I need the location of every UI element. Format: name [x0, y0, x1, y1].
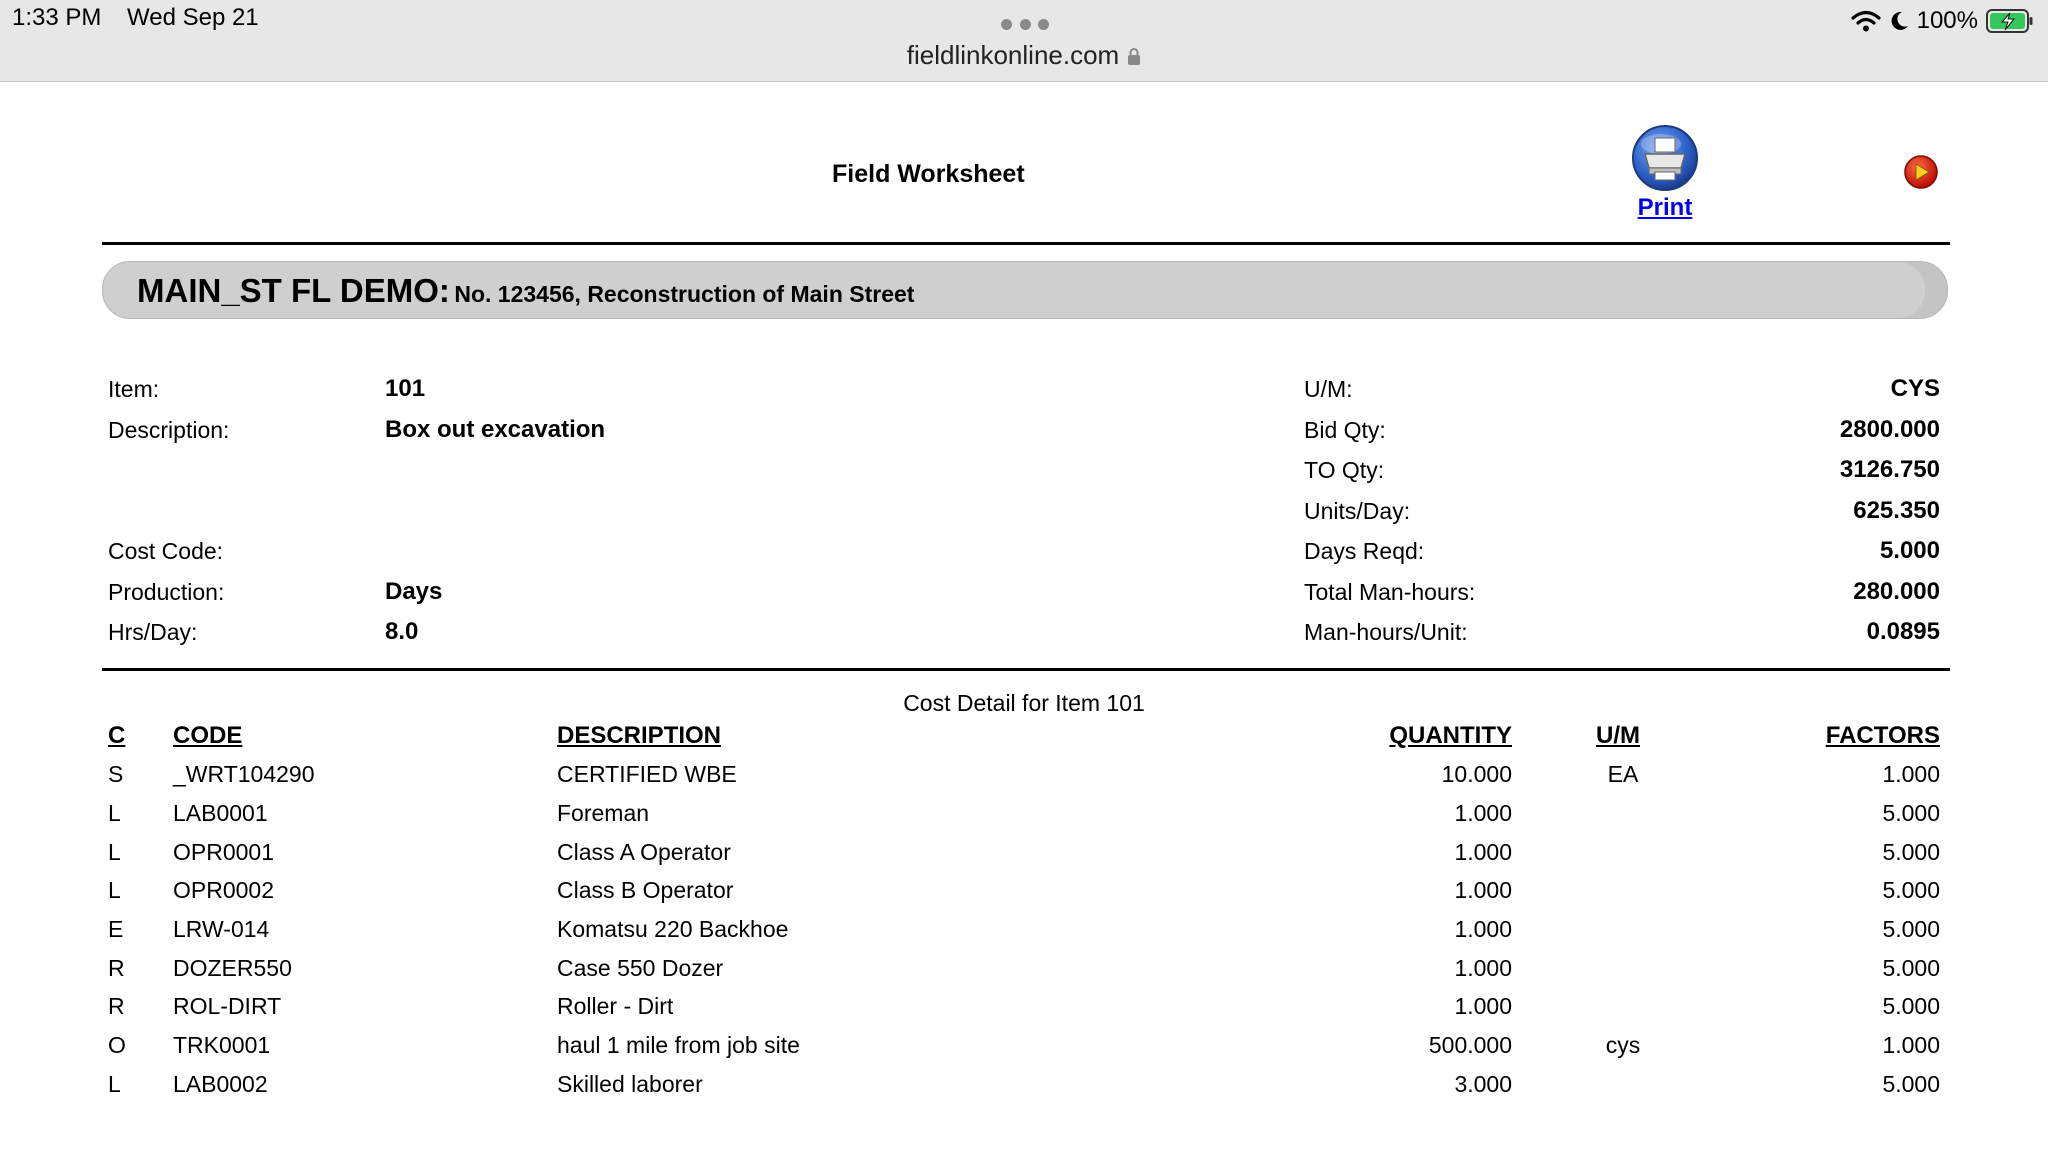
description-value: Box out excavation — [385, 416, 606, 443]
row-description: haul 1 mile from job site — [557, 1032, 800, 1058]
row-description: Skilled laborer — [557, 1071, 703, 1097]
cost-code-label: Cost Code: — [108, 538, 224, 564]
row-um: EA — [1607, 761, 1639, 787]
project-banner — [102, 261, 1948, 319]
item-label: Item: — [108, 376, 160, 402]
to-qty-value: 3126.750 — [1839, 456, 1940, 483]
more-dots-icon[interactable] — [1001, 19, 1049, 31]
row-factors: 1.000 — [1882, 761, 1940, 787]
row-class: L — [108, 1071, 121, 1097]
row-code: TRK0001 — [173, 1032, 271, 1058]
row-um: cys — [1605, 1032, 1641, 1058]
battery-percent: 100% — [1916, 7, 1978, 34]
bid-qty-value: 2800.000 — [1839, 416, 1940, 443]
row-factors: 5.000 — [1882, 1071, 1940, 1097]
production-value: Days — [385, 578, 443, 605]
row-quantity: 3.000 — [1454, 1071, 1512, 1097]
row-class: L — [108, 877, 121, 903]
row-factors: 5.000 — [1882, 839, 1940, 865]
info-divider — [102, 668, 1950, 671]
hrs-per-day-value: 8.0 — [385, 618, 419, 645]
wifi-icon — [1851, 10, 1881, 32]
row-class: L — [108, 839, 121, 865]
page-title: Field Worksheet — [832, 160, 1025, 188]
row-code: ROL-DIRT — [173, 993, 282, 1019]
column-header-code: CODE — [173, 722, 243, 749]
row-factors: 5.000 — [1882, 800, 1940, 826]
row-code: _WRT104290 — [173, 761, 315, 787]
row-description: Case 550 Dozer — [557, 955, 724, 981]
days-reqd-label: Days Reqd: — [1304, 538, 1425, 564]
row-class: E — [108, 916, 124, 942]
play-next-icon[interactable] — [1903, 154, 1939, 190]
man-hours-per-unit-value: 0.0895 — [1866, 618, 1940, 645]
row-class: R — [108, 993, 125, 1019]
um-label: U/M: — [1304, 376, 1353, 402]
row-description: Roller - Dirt — [557, 993, 674, 1019]
lock-icon — [1127, 47, 1141, 65]
row-quantity: 500.000 — [1428, 1032, 1512, 1058]
browser-top-bar — [0, 0, 2048, 82]
row-description: CERTIFIED WBE — [557, 761, 737, 787]
to-qty-label: TO Qty: — [1304, 457, 1385, 483]
row-factors: 5.000 — [1882, 993, 1940, 1019]
header-divider — [102, 242, 1950, 245]
row-code: OPR0002 — [173, 877, 275, 903]
description-label: Description: — [108, 417, 230, 443]
print-link[interactable]: Print — [1637, 194, 1693, 221]
man-hours-per-unit-label: Man-hours/Unit: — [1304, 619, 1468, 645]
item-value: 101 — [385, 375, 426, 402]
project-description: No. 123456, Reconstruction of Main Street — [454, 281, 915, 307]
column-header-factors: FACTORS — [1825, 722, 1940, 749]
row-code: OPR0001 — [173, 839, 275, 865]
column-header-quantity: QUANTITY — [1389, 722, 1512, 749]
battery-charging-icon — [1986, 9, 2034, 33]
row-factors: 5.000 — [1882, 916, 1940, 942]
url-text: fieldlinkonline.com — [906, 40, 1120, 70]
print-button[interactable] — [1630, 124, 1700, 222]
units-per-day-label: Units/Day: — [1304, 498, 1411, 524]
row-description: Foreman — [557, 800, 650, 826]
row-code: LAB0002 — [173, 1071, 268, 1097]
row-code: LRW-014 — [173, 916, 270, 942]
column-header-description: DESCRIPTION — [557, 722, 722, 749]
moon-icon — [1889, 10, 1909, 32]
row-code: DOZER550 — [173, 955, 292, 981]
project-code: MAIN_ST FL DEMO: — [137, 272, 450, 309]
row-factors: 5.000 — [1882, 955, 1940, 981]
row-class: L — [108, 800, 121, 826]
row-quantity: 1.000 — [1454, 955, 1512, 981]
production-label: Production: — [108, 579, 225, 605]
hrs-per-day-label: Hrs/Day: — [108, 619, 198, 645]
row-class: S — [108, 761, 124, 787]
printer-icon[interactable] — [1631, 124, 1699, 192]
row-quantity: 1.000 — [1454, 877, 1512, 903]
row-quantity: 1.000 — [1454, 800, 1512, 826]
row-factors: 1.000 — [1882, 1032, 1940, 1058]
row-description: Class A Operator — [557, 839, 731, 865]
row-class: R — [108, 955, 125, 981]
row-quantity: 1.000 — [1454, 916, 1512, 942]
row-quantity: 1.000 — [1454, 839, 1512, 865]
total-man-hours-label: Total Man-hours: — [1304, 579, 1476, 605]
url-bar[interactable] — [0, 40, 2048, 71]
row-class: O — [108, 1032, 126, 1058]
bid-qty-label: Bid Qty: — [1304, 417, 1386, 443]
row-description: Class B Operator — [557, 877, 734, 903]
um-value: CYS — [1890, 375, 1940, 402]
row-code: LAB0001 — [173, 800, 268, 826]
column-header-c: C — [108, 722, 126, 749]
row-quantity: 1.000 — [1454, 993, 1512, 1019]
row-factors: 5.000 — [1882, 877, 1940, 903]
column-header-um: U/M — [1596, 722, 1640, 749]
cost-detail-title: Cost Detail for Item 101 — [903, 690, 1145, 716]
row-quantity: 10.000 — [1441, 761, 1512, 787]
total-man-hours-value: 280.000 — [1853, 578, 1940, 605]
status-date: Wed Sep 21 — [127, 4, 259, 31]
row-description: Komatsu 220 Backhoe — [557, 916, 789, 942]
days-reqd-value: 5.000 — [1879, 537, 1940, 564]
units-per-day-value: 625.350 — [1853, 497, 1940, 524]
status-time: 1:33 PM — [12, 4, 102, 31]
status-indicators — [1851, 4, 2034, 38]
